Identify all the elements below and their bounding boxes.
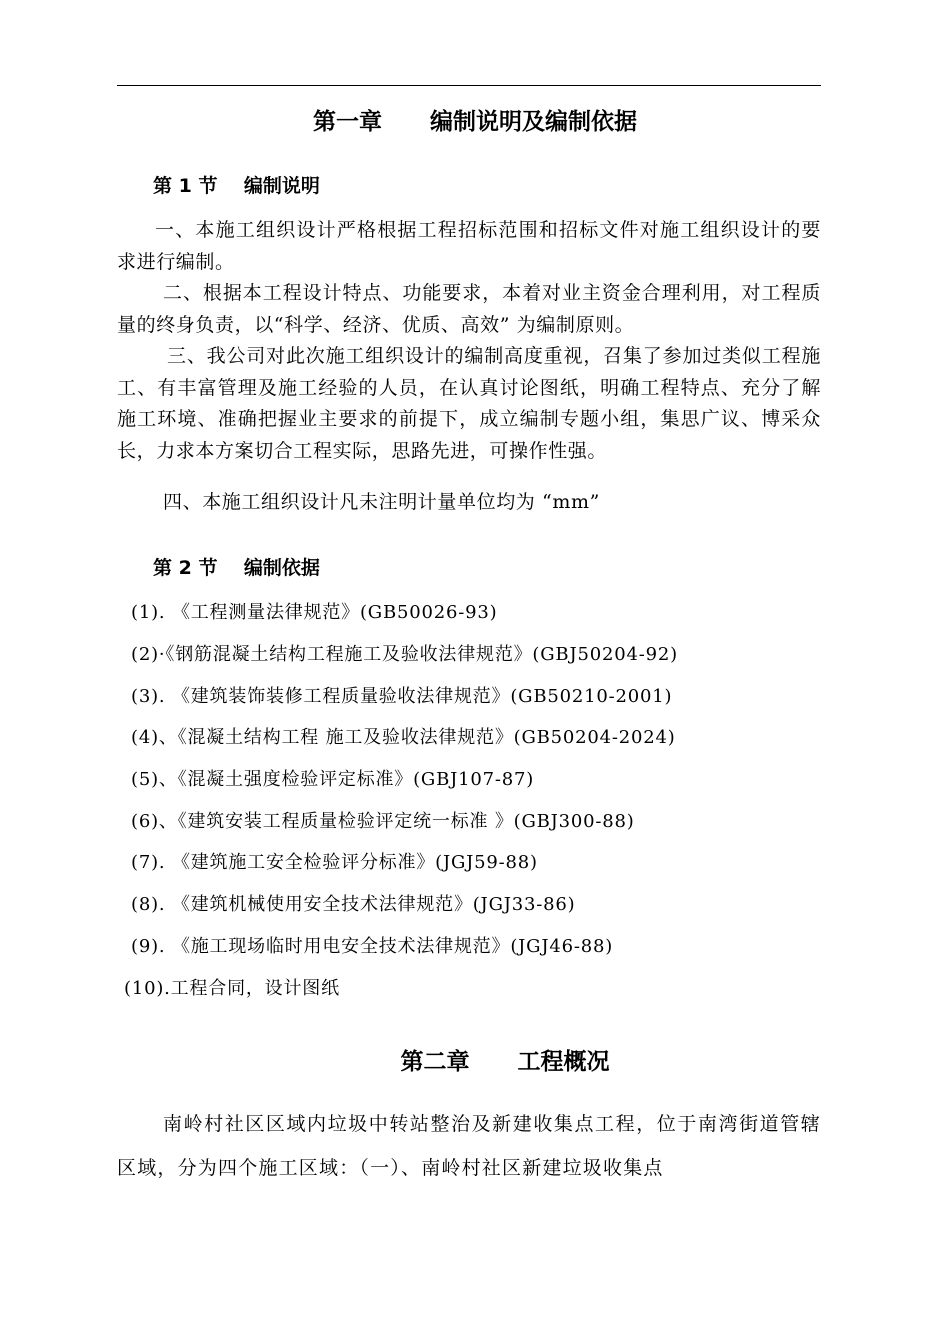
chapter-1-title: 第一章 编制说明及编制依据 xyxy=(312,109,638,135)
chapter-2-paragraph: 南岭村社区区域内垃圾中转站整治及新建收集点工程，位于南湾街道管辖区域，分为四个施工区域：（一）、南岭村社区新建垃圾收集点 xyxy=(117,1113,821,1179)
reference-item-10: (10).工程合同，设计图纸 xyxy=(124,978,340,999)
reference-item-9: (9). 《施工现场临时用电安全技术法律规范》(JGJ46-88) xyxy=(131,936,614,957)
section-1-paragraph-2: 二、根据本工程设计特点、功能要求，本着对业主资金合理利用，对工程质量的终身负责，以“科学、经济、优质、高效” 为编制原则。 xyxy=(117,282,821,336)
chapter-2-title: 第二章 工程概况 xyxy=(400,1049,610,1075)
section-1-paragraph-3: 三、我公司对此次施工组织设计的编制高度重视，召集了参加过类似工程施工、有丰富管理及施工经验的人员，在认真讨论图纸，明确工程特点、充分了解施工环境、准确把握业主要求的前提下，成立编制专题小组，集思广议、博采众长，力求本方案切合工程实际，思路先进，可操作性强。 xyxy=(117,345,821,462)
reference-item-7: (7). 《建筑施工安全检验评分标准》(JGJ59-88) xyxy=(131,852,538,873)
reference-item-1: (1). 《工程测量法律规范》(GB50026-93) xyxy=(131,602,498,623)
reference-item-5: (5)、《混凝土强度检验评定标准》(GBJ107-87) xyxy=(131,769,535,790)
reference-item-3: (3). 《建筑装饰装修工程质量验收法律规范》(GB50210-2001) xyxy=(131,686,673,707)
header-rule xyxy=(117,85,821,86)
section-1-paragraph-4: 四、本施工组织设计凡未注明计量单位均为 “mm” xyxy=(163,491,600,513)
reference-item-8: (8). 《建筑机械使用安全技术法律规范》(JGJ33-86) xyxy=(131,894,576,915)
section-1-paragraph-1: 一、本施工组织设计严格根据工程招标范围和招标文件对施工组织设计的要求进行编制。 xyxy=(117,219,821,273)
reference-item-6: (6)、《建筑安装工程质量检验评定统一标准 》(GBJ300-88) xyxy=(131,811,635,832)
section-2-title: 第 2 节 编制依据 xyxy=(153,557,320,579)
reference-item-2: (2)·《钢筋混凝土结构工程施工及验收法律规范》(GBJ50204-92) xyxy=(131,644,678,665)
section-1-title: 第 1 节 编制说明 xyxy=(153,175,320,197)
reference-item-4: (4)、《混凝土结构工程 施工及验收法律规范》(GB50204-2024) xyxy=(131,727,676,748)
